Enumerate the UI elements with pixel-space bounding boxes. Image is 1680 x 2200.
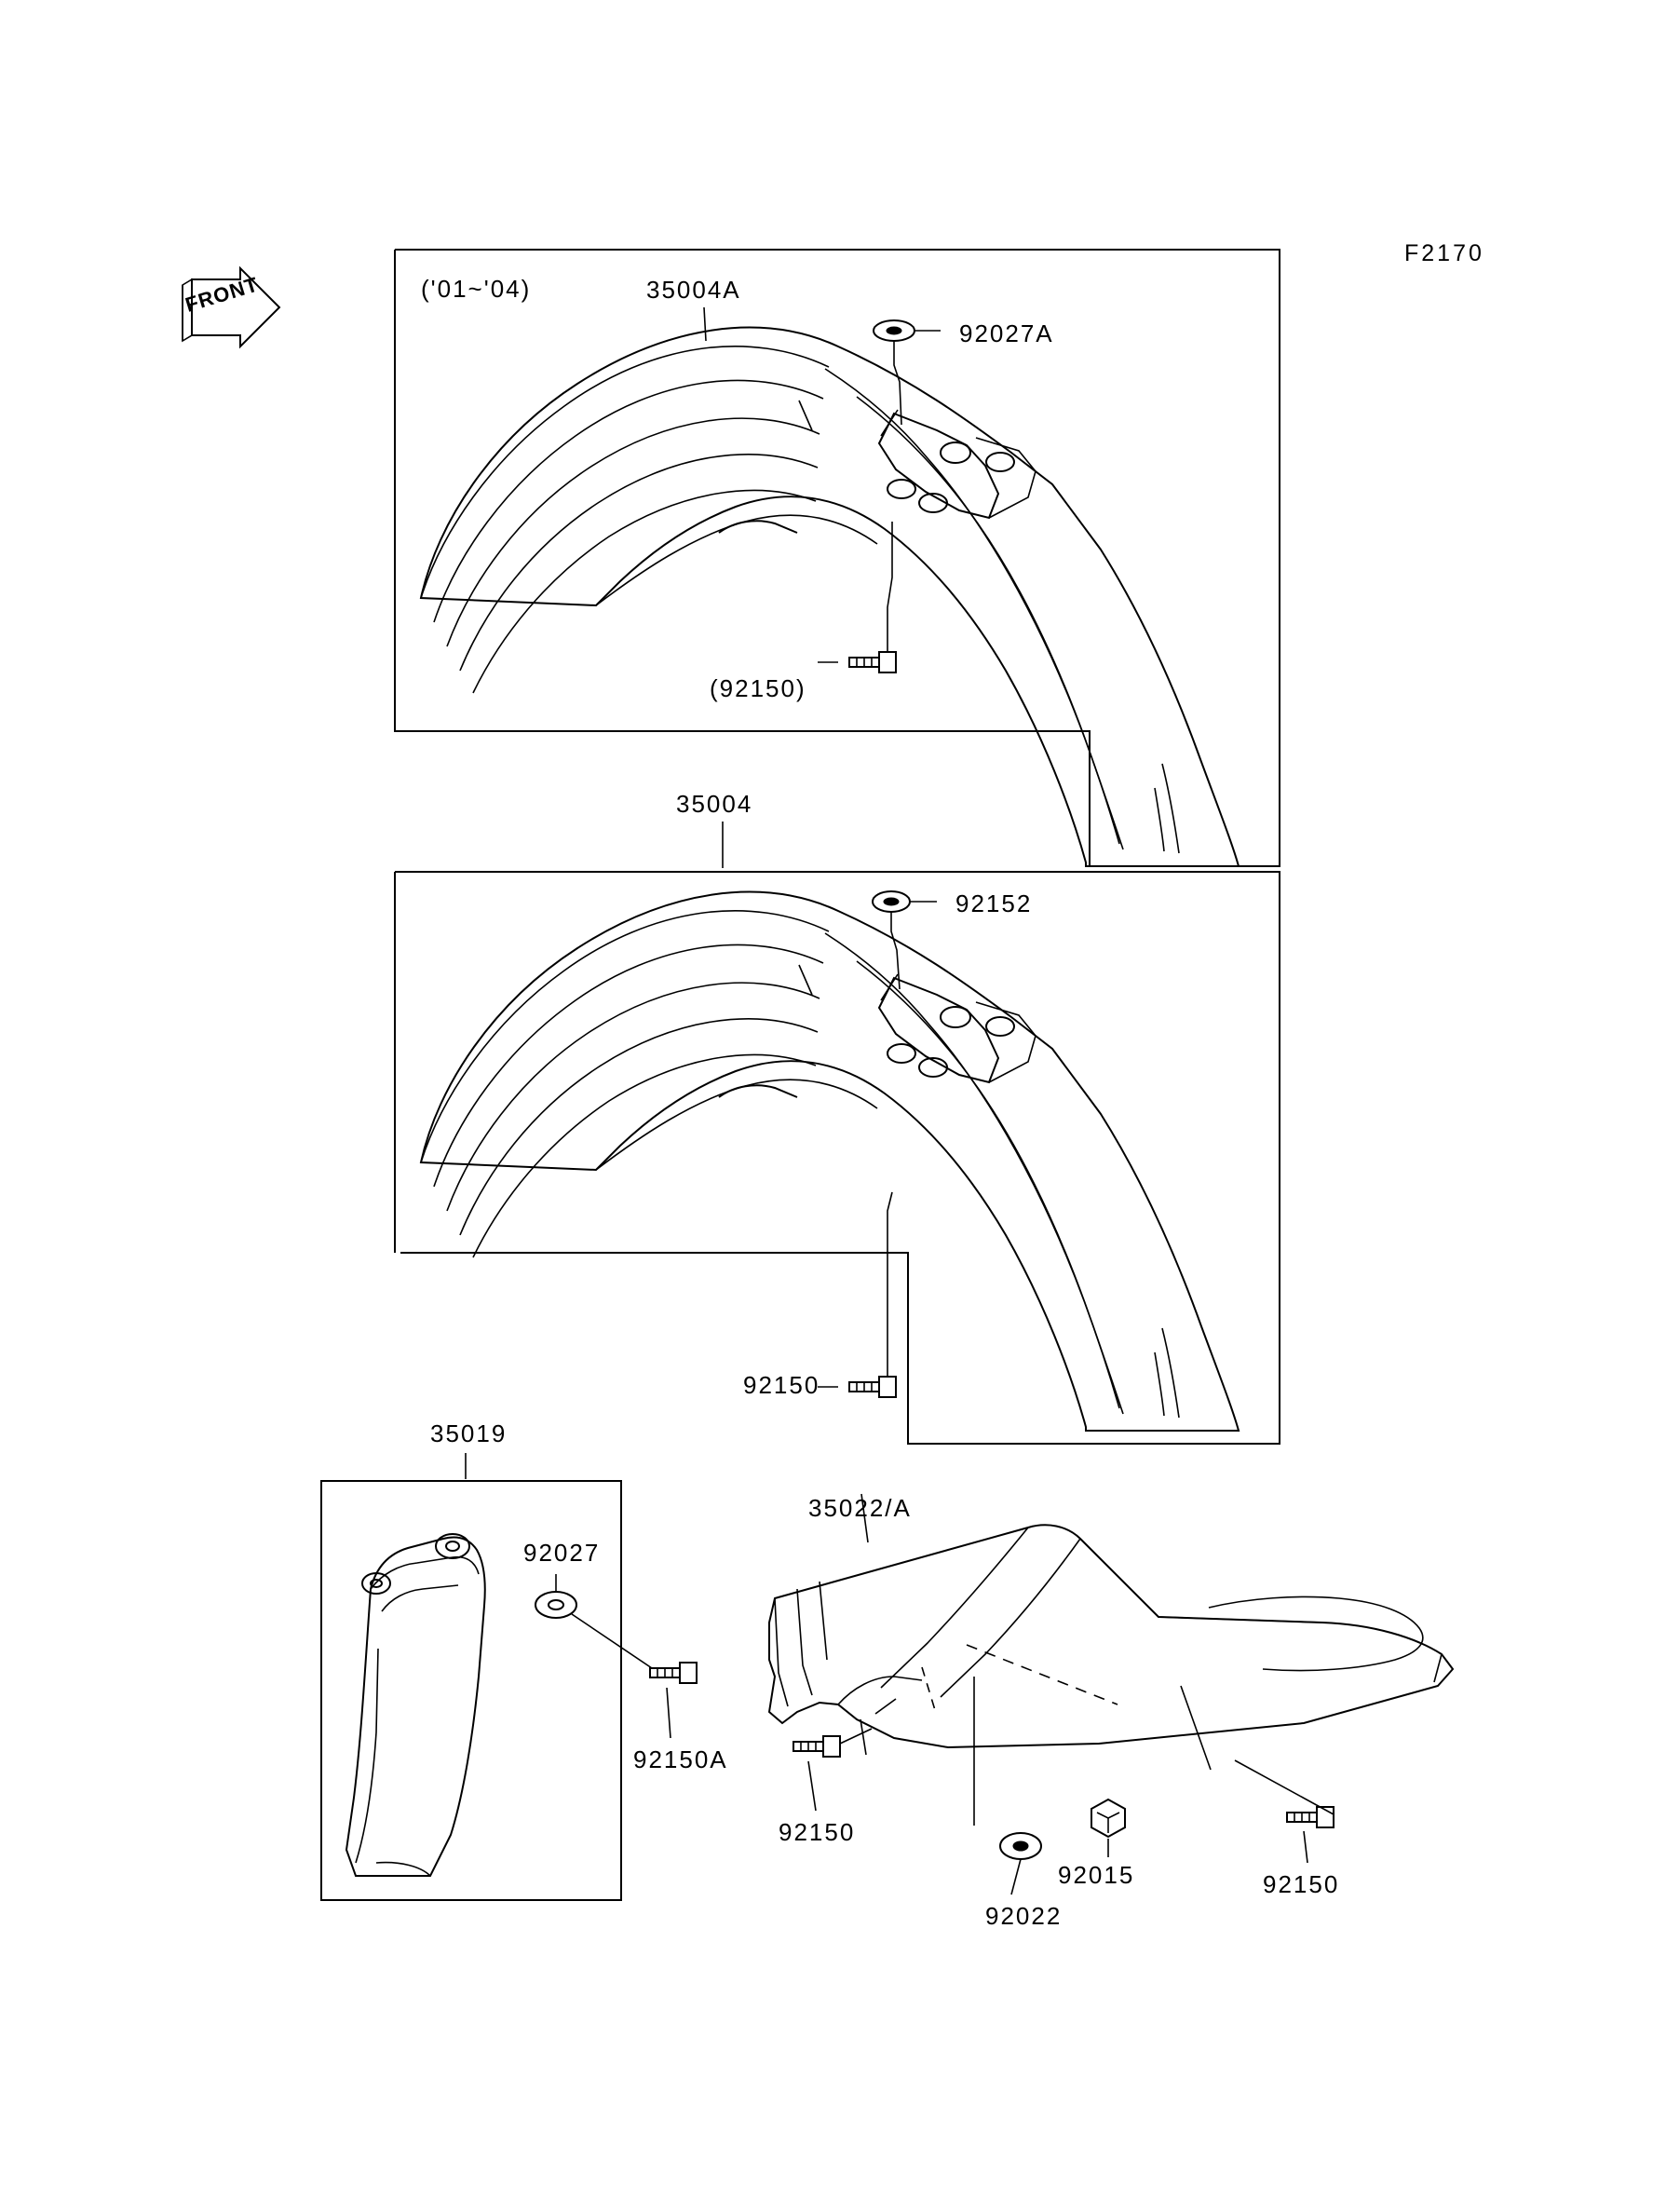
part-label-35022a: 35022/A bbox=[808, 1494, 912, 1522]
callout-92150-rear-left: 92150 bbox=[779, 1818, 856, 1846]
part-rear-fender-35022 bbox=[769, 1525, 1453, 1826]
callout-92015: 92015 bbox=[1058, 1861, 1135, 1889]
callout-92022: 92022 bbox=[985, 1902, 1063, 1930]
part-label-35004: 35004 bbox=[676, 790, 753, 818]
part-label-35004a: 35004A bbox=[646, 276, 741, 304]
part-washer-92027a bbox=[874, 320, 941, 425]
part-front-fender-early bbox=[421, 328, 1239, 866]
year-note-early: ('01~'04) bbox=[421, 275, 532, 303]
part-washer-92027 bbox=[535, 1574, 576, 1618]
callout-92150-paren: (92150) bbox=[710, 674, 806, 702]
part-collar-92152 bbox=[873, 891, 937, 989]
callout-92027a: 92027A bbox=[959, 319, 1054, 347]
part-bolt-92150-paren bbox=[818, 522, 896, 672]
part-bolt-92150a bbox=[572, 1614, 697, 1738]
group-box-front-fender-late bbox=[395, 872, 1280, 1444]
part-label-35019: 35019 bbox=[430, 1419, 508, 1447]
part-collar-92022 bbox=[1000, 1833, 1041, 1894]
part-bolt-92150-rear-left bbox=[793, 1729, 872, 1811]
callout-92150-upper: 92150 bbox=[743, 1371, 820, 1399]
part-bolt-92150-rear-right bbox=[1235, 1760, 1334, 1863]
callout-92150-rear-right: 92150 bbox=[1263, 1870, 1340, 1898]
leader-35004a bbox=[704, 307, 706, 341]
part-bolt-92150-lower bbox=[818, 1192, 896, 1397]
front-marker-label: FRONT bbox=[183, 272, 262, 317]
sheet-code: F2170 bbox=[1404, 240, 1484, 266]
group-box-front-fender-early bbox=[395, 250, 1280, 866]
callout-92152: 92152 bbox=[955, 890, 1033, 917]
group-box-chain-guard bbox=[321, 1453, 621, 1900]
part-nut-92015 bbox=[1091, 1799, 1125, 1857]
part-front-fender-late bbox=[421, 892, 1239, 1431]
callout-92150a: 92150A bbox=[633, 1745, 728, 1773]
part-chain-guard-35019 bbox=[346, 1534, 485, 1876]
callout-92027: 92027 bbox=[523, 1539, 601, 1567]
